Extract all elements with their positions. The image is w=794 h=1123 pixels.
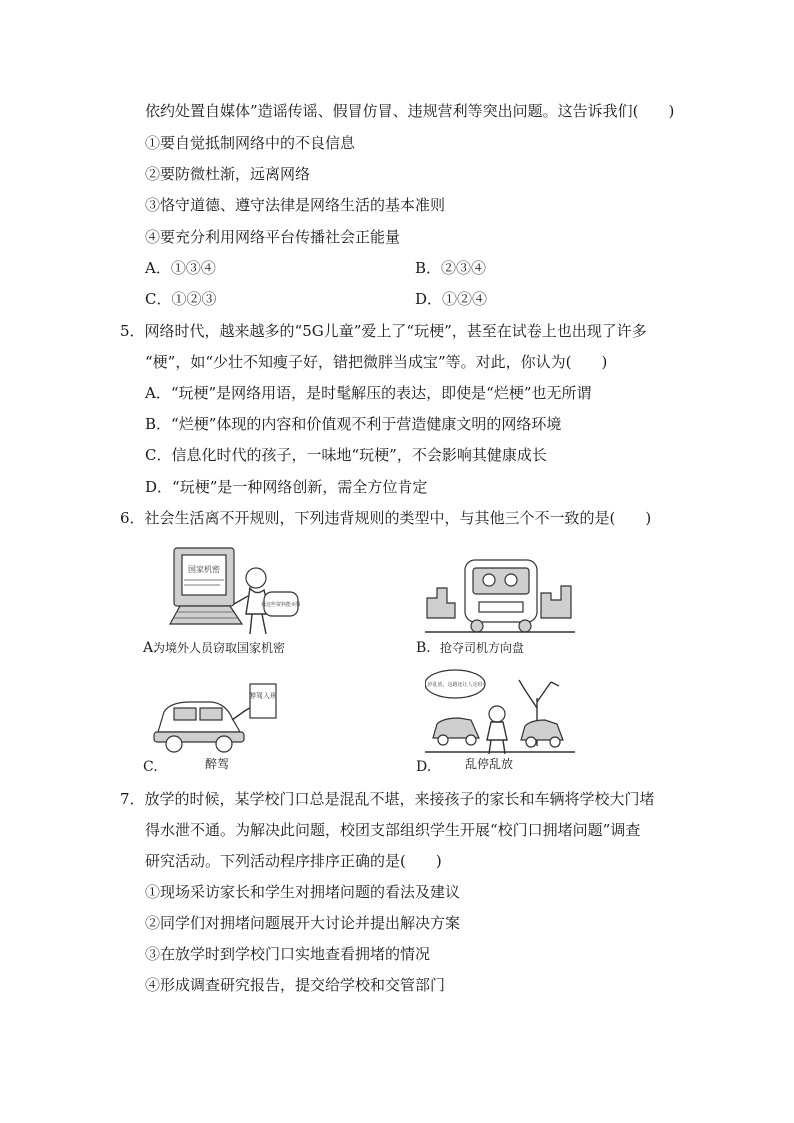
- q7-stem-line-1: 7．放学的时候，某学校门口总是混乱不堪，来接孩子的家长和车辆将学校大门堵: [120, 790, 655, 808]
- q5-option-d: D．“玩梗”是一种网络创新，需全方位肯定: [145, 478, 428, 496]
- q6-stem: 6．社会生活离不开规则，下列违背规则的类型中，与其他三个不一致的是( ): [120, 509, 652, 527]
- q7-item-4: ④形成调查研究报告，提交给学校和交管部门: [145, 976, 446, 994]
- q6-a-bubble-text: 我这些资料能卖钱: [260, 602, 300, 608]
- q6-d-letter: D.: [416, 759, 432, 775]
- q4-item-4: ④要充分利用网络平台传播社会正能量: [145, 228, 401, 246]
- q4-item-2: ②要防微杜渐，远离网络: [145, 165, 311, 183]
- q4-option-c: C．①②③: [145, 290, 217, 308]
- q4-option-b: B．②③④: [415, 259, 487, 277]
- q7-stem-line-3: 研究活动。下列活动程序排序正确的是( ): [145, 852, 442, 870]
- q7-item-2: ②同学们对拥堵问题展开大讨论并提出解决方案: [145, 914, 461, 932]
- q6-c-sign-text: 醉驾入刑: [249, 692, 277, 700]
- q4-option-d: D．①②④: [415, 290, 488, 308]
- q4-item-1: ①要自觉抵制网络中的不良信息: [145, 134, 356, 152]
- q6-picture-d: [425, 668, 575, 756]
- q6-c-caption: 醉驾: [205, 757, 230, 771]
- q4-item-3: ③恪守道德、遵守法律是网络生活的基本准则: [145, 196, 446, 214]
- q6-a-screen-text: 国家机密: [188, 565, 220, 574]
- q6-b-letter: B.: [416, 640, 431, 656]
- q7-item-1: ①现场采访家长和学生对拥堵问题的看法及建议: [145, 883, 461, 901]
- q6-picture-a: [160, 540, 300, 640]
- q6-c-letter: C.: [143, 759, 158, 775]
- q6-d-bubble-text: 乱停乱放，这路还让人走吗？: [425, 682, 488, 688]
- q6-a-caption: 为境外人员窃取国家机密: [153, 641, 286, 655]
- q6-d-caption: 乱停乱放: [465, 757, 514, 771]
- q6-picture-b: [425, 548, 575, 638]
- q5-option-a: A．“玩梗”是网络用语，是时髦解压的表达，即使是“烂梗”也无所谓: [145, 384, 592, 402]
- q5-option-c: C．信息化时代的孩子，一味地“玩梗”，不会影响其健康成长: [145, 446, 547, 464]
- q5-stem-line-1: 5．网络时代，越来越多的“5G儿童”爱上了“玩梗”，甚至在试卷上也出现了许多: [120, 322, 647, 340]
- q5-stem-line-2: “梗”，如“少壮不知瘦子好，错把微胖当成宝”等。对此，你认为( ): [145, 353, 608, 371]
- q6-picture-c: [150, 680, 280, 758]
- q4-option-a: A．①③④: [145, 259, 216, 277]
- q7-item-3: ③在放学时到学校门口实地查看拥堵的情况: [145, 945, 431, 963]
- q4-stem-tail: 依约处置自媒体”造谣传谣、假冒仿冒、违规营利等突出问题。这告诉我们( ): [145, 102, 675, 120]
- q6-b-caption: 抢夺司机方向盘: [440, 641, 525, 655]
- q7-stem-line-2: 得水泄不通。为解决此问题，校团支部组织学生开展“校门口拥堵问题”调查: [145, 821, 641, 839]
- q6-a-letter: A.: [143, 640, 158, 656]
- q5-option-b: B．“烂梗”体现的内容和价值观不利于营造健康文明的网络环境: [145, 415, 562, 433]
